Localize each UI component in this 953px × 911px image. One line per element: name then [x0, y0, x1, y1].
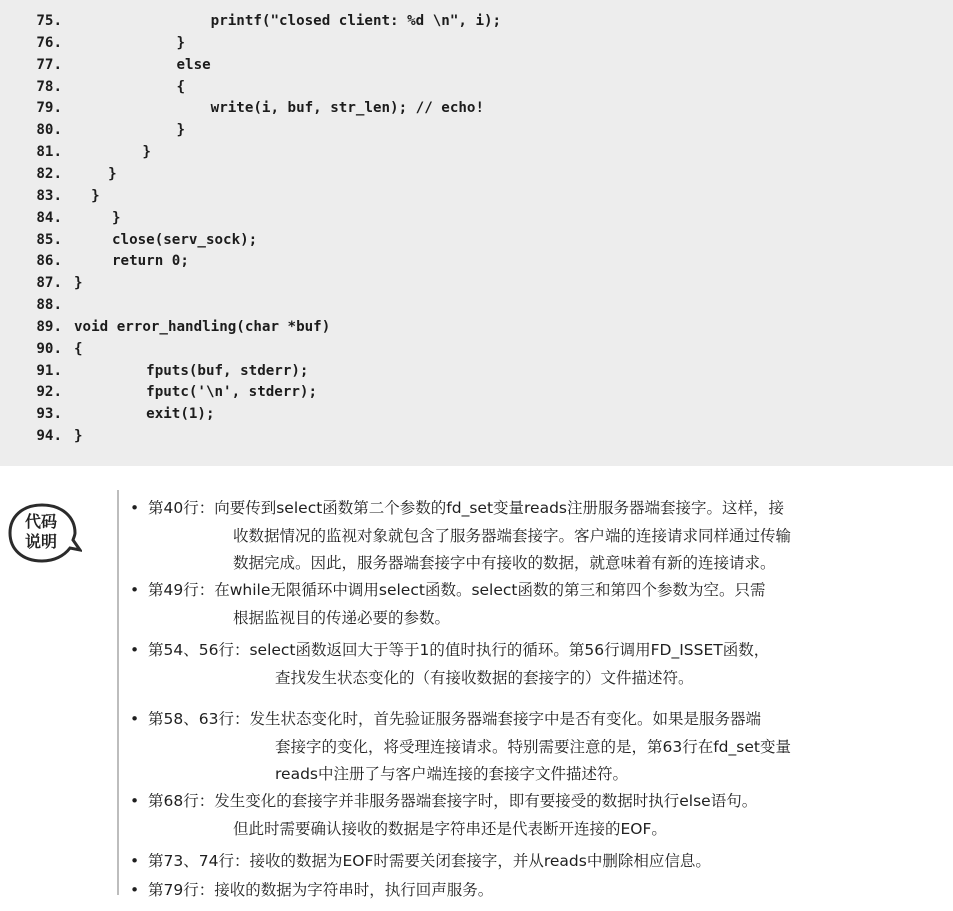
item-label: 第49行：	[148, 581, 215, 599]
code-line	[0, 54, 211, 76]
badge-line-1: 代码	[24, 512, 57, 531]
code-explanation-badge	[6, 502, 82, 568]
code-text: }	[74, 34, 186, 51]
code-line	[0, 294, 74, 316]
code-text: }	[74, 165, 117, 182]
code-line	[0, 229, 257, 251]
item-text: 发生状态变化时，首先验证服务器端套接字中是否有变化。如果是服务器端	[249, 710, 761, 728]
code-text: }	[74, 428, 83, 445]
item-text: select函数返回大于等于1的值时执行的循环。第56行调用FD_ISSET函数，	[249, 641, 770, 659]
line-number: 82.	[36, 165, 62, 182]
code-line	[0, 360, 308, 382]
item-text: 在while无限循环中调用select函数。select函数的第三和第四个参数为空。只需	[214, 581, 766, 599]
line-number: 78.	[36, 78, 62, 95]
code-line	[0, 250, 189, 272]
code-line	[0, 272, 83, 294]
code-line	[0, 207, 121, 229]
item-label: 第73、74行：	[148, 852, 250, 870]
line-number: 83.	[36, 187, 62, 204]
explanation-item	[130, 877, 493, 903]
item-text: 向要传到select函数第二个参数的fd_set变量reads注册服务器端套接字。这样，接	[214, 499, 785, 517]
line-number: 79.	[36, 100, 62, 117]
bullet-icon: •	[130, 581, 140, 599]
item-label: 第40行：	[148, 499, 215, 517]
explanation-item	[130, 848, 711, 874]
code-text: {	[74, 78, 186, 95]
code-line	[0, 97, 484, 119]
bullet-icon: •	[130, 852, 140, 870]
item-label: 第68行：	[148, 792, 215, 810]
item-text-continued: 但此时需要确认接收的数据是字符串还是代表断开连接的EOF。	[233, 819, 667, 838]
line-number: 80.	[36, 122, 62, 139]
line-number: 90.	[36, 340, 62, 357]
code-line	[0, 119, 185, 141]
code-line	[0, 425, 83, 447]
code-text: return 0;	[112, 253, 189, 270]
item-label: 第54、56行：	[148, 641, 250, 659]
code-line	[0, 10, 501, 32]
code-text: }	[74, 122, 186, 139]
code-text: }	[74, 144, 151, 161]
code-text: void error_handling(char *buf)	[74, 318, 331, 335]
line-number: 81.	[36, 144, 62, 161]
code-text: printf("closed client: %d \n", i);	[74, 13, 502, 29]
badge-line-2: 说明	[24, 532, 57, 551]
code-line	[0, 316, 330, 338]
explanation-item	[130, 495, 784, 521]
divider-line	[117, 490, 119, 895]
explanation-item	[130, 706, 761, 732]
code-line	[0, 185, 100, 207]
line-number: 85.	[36, 231, 62, 248]
line-number: 75.	[36, 13, 62, 29]
code-text: write(i, buf, str_len); // echo!	[74, 100, 484, 117]
explanation-item	[130, 637, 769, 663]
item-label: 第79行：	[148, 881, 215, 899]
code-line	[0, 141, 151, 163]
code-line	[0, 381, 317, 403]
bullet-icon: •	[130, 710, 140, 728]
code-text: }	[74, 275, 83, 292]
line-number: 87.	[36, 275, 62, 292]
line-number: 76.	[36, 34, 62, 51]
explanation-item	[130, 577, 766, 603]
line-number: 93.	[36, 406, 62, 423]
line-number: 86.	[36, 253, 62, 270]
item-text-continued: 收数据情况的监视对象就包含了服务器端套接字。客户端的连接请求同样通过传输	[233, 526, 792, 545]
bullet-icon: •	[130, 499, 140, 517]
bullet-icon: •	[130, 641, 140, 659]
item-text-continued: reads中注册了与客户端连接的套接字文件描述符。	[275, 765, 628, 783]
item-label: 第58、63行：	[148, 710, 250, 728]
code-text: fputc('\n', stderr);	[112, 384, 317, 401]
line-number: 89.	[36, 318, 62, 335]
code-line	[0, 338, 83, 360]
code-text: close(serv_sock);	[112, 231, 258, 248]
item-text: 发生变化的套接字并非服务器端套接字时，即有要接受的数据时执行else语句。	[214, 792, 758, 810]
code-line	[0, 163, 117, 185]
item-text-continued: 根据监视目的传递必要的参数。	[233, 608, 451, 627]
code-text: fputs(buf, stderr);	[112, 362, 309, 379]
code-line	[0, 32, 185, 54]
bullet-icon: •	[130, 881, 140, 899]
code-text: }	[112, 209, 121, 226]
bullet-icon: •	[130, 792, 140, 810]
line-number: 91.	[36, 362, 62, 379]
line-number: 88.	[36, 297, 62, 314]
item-text: 接收的数据为字符串时，执行回声服务。	[214, 881, 494, 899]
code-text: }	[74, 187, 100, 204]
explanation-item	[130, 788, 757, 814]
item-text-continued: 数据完成。因此，服务器端套接字中有接收的数据，就意味着有新的连接请求。	[233, 554, 776, 572]
line-number: 94.	[36, 428, 62, 445]
line-number: 77.	[36, 56, 62, 73]
item-text-continued: 查找发生状态变化的（有接收数据的套接字的）文件描述符。	[275, 668, 694, 687]
line-number: 92.	[36, 384, 62, 401]
line-number: 84.	[36, 209, 62, 226]
code-text: exit(1);	[112, 406, 215, 423]
item-text: 接收的数据为EOF时需要关闭套接字，并从reads中删除相应信息。	[249, 852, 711, 870]
code-text: else	[74, 56, 211, 73]
code-text: {	[74, 340, 83, 357]
code-line	[0, 76, 185, 98]
code-line	[0, 403, 215, 425]
item-text-continued: 套接字的变化，将受理连接请求。特别需要注意的是，第63行在fd_set变量	[275, 737, 791, 756]
